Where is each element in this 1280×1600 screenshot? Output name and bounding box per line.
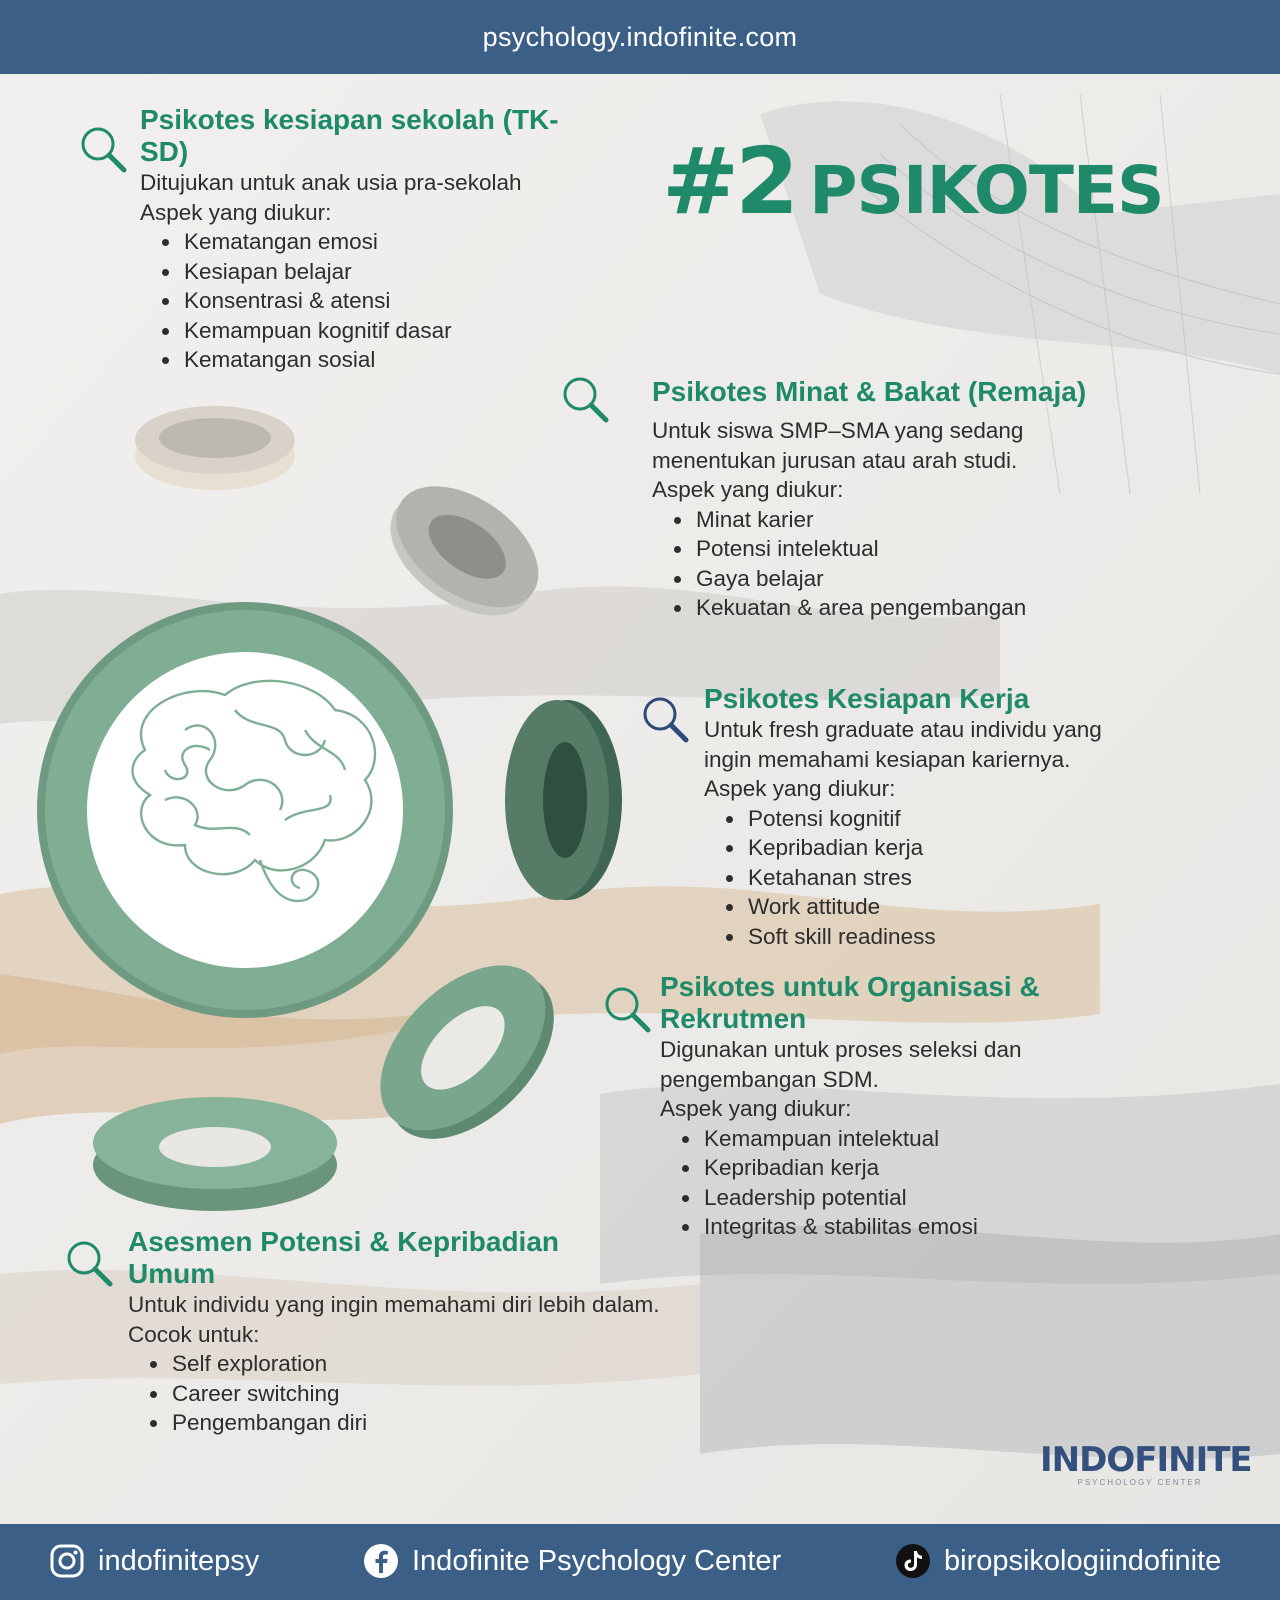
instagram-link[interactable] [48, 1542, 259, 1580]
section-desc: Ditujukan untuk anak usia pra-sekolah [140, 170, 522, 195]
list-item: • Career switching [170, 1379, 728, 1409]
section-title: Psikotes Kesiapan Kerja [704, 683, 1030, 714]
section-title: Psikotes untuk Organisasi & Rekrutmen [660, 971, 1040, 1034]
brand-logo [1040, 1440, 1252, 1487]
magnifier-icon [62, 1236, 118, 1292]
section-subheading: Aspek yang diukur: [660, 1096, 852, 1121]
list-item: • Kepribadian kerja [702, 1153, 1080, 1183]
tiktok-link[interactable] [894, 1542, 1221, 1580]
section-desc: Digunakan untuk proses seleksi dan pengembangan SDM. [660, 1037, 1022, 1092]
tiktok-icon [894, 1542, 932, 1580]
section-title: Psikotes Minat & Bakat (Remaja) [652, 376, 1087, 407]
decor-ring-beige [130, 400, 300, 500]
list-item: • Minat karier [694, 505, 1132, 535]
list-item: • Work attitude [746, 892, 1164, 922]
decor-ring-dark-green [505, 695, 625, 905]
list-item: • Kemampuan kognitif dasar [182, 316, 570, 346]
section-subheading: Aspek yang diukur: [704, 776, 896, 801]
section-title: Asesmen Potensi & Kepribadian Umum [128, 1226, 560, 1289]
section-minat-bakat [652, 376, 1132, 623]
list-item: • Kekuatan & area pengembangan [694, 593, 1132, 623]
brain-ring [35, 600, 455, 1020]
magnifier-icon [600, 982, 656, 1038]
page-title [662, 128, 1164, 235]
logo-subtitle: PSYCHOLOGY CENTER [1077, 1478, 1203, 1487]
section-desc: Untuk individu yang ingin memahami diri lebih dalam. [128, 1292, 660, 1317]
list-item: • Soft skill readiness [746, 922, 1164, 952]
section-subheading: Aspek yang diukur: [652, 477, 844, 502]
list-item: • Gaya belajar [694, 564, 1132, 594]
list-item: • Potensi intelektual [694, 534, 1132, 564]
magnifier-icon [558, 372, 614, 428]
facebook-icon [362, 1542, 400, 1580]
list-item: • Kematangan sosial [182, 345, 570, 375]
section-kesiapan-sekolah [140, 104, 570, 375]
list-item: • Konsentrasi & atensi [182, 286, 570, 316]
section-desc: Untuk siswa SMP–SMA yang sedang menentukan jurusan atau arah studi. [652, 418, 1024, 473]
top-banner [0, 0, 1280, 74]
instagram-icon [48, 1542, 86, 1580]
section-kesiapan-kerja [704, 683, 1164, 951]
list-item: • Ketahanan stres [746, 863, 1164, 893]
magnifier-icon [638, 692, 694, 748]
instagram-handle: indofinitepsy [98, 1544, 260, 1577]
magnifier-icon [76, 122, 132, 178]
section-desc: Untuk fresh graduate atau individu yang ingin memahami kesiapan kariernya. [704, 717, 1102, 772]
title-number: #2 [662, 128, 796, 235]
section-subheading: Aspek yang diukur: [140, 199, 332, 225]
list-item: • Kepribadian kerja [746, 833, 1164, 863]
decor-ring-green-flat [90, 1085, 340, 1215]
facebook-page: Indofinite Psychology Center [412, 1544, 782, 1577]
list-item: • Potensi kognitif [746, 804, 1164, 834]
list-item: • Integritas & stabilitas emosi [702, 1212, 1080, 1242]
tiktok-handle: biropsikologiindofinite [944, 1544, 1222, 1577]
list-item: • Kesiapan belajar [182, 257, 570, 287]
title-word: PSIKOTES [809, 152, 1164, 229]
list-item: • Kemampuan intelektual [702, 1124, 1080, 1154]
section-organisasi-rekrutmen [660, 971, 1080, 1242]
logo-wordmark: INDOFINITE [1040, 1440, 1252, 1480]
section-asesmen-potensi [128, 1226, 728, 1438]
list-item: • Kematangan emosi [182, 227, 570, 257]
section-subheading: Cocok untuk: [128, 1321, 260, 1347]
section-title: Psikotes kesiapan sekolah (TK-SD) [140, 104, 559, 167]
list-item: • Leadership potential [702, 1183, 1080, 1213]
list-item: • Pengembangan diri [170, 1408, 728, 1438]
site-url-link[interactable]: psychology.indofinite.com [482, 21, 798, 52]
bottom-banner [0, 1524, 1280, 1600]
list-item: • Self exploration [170, 1349, 728, 1379]
facebook-link[interactable] [362, 1542, 781, 1580]
